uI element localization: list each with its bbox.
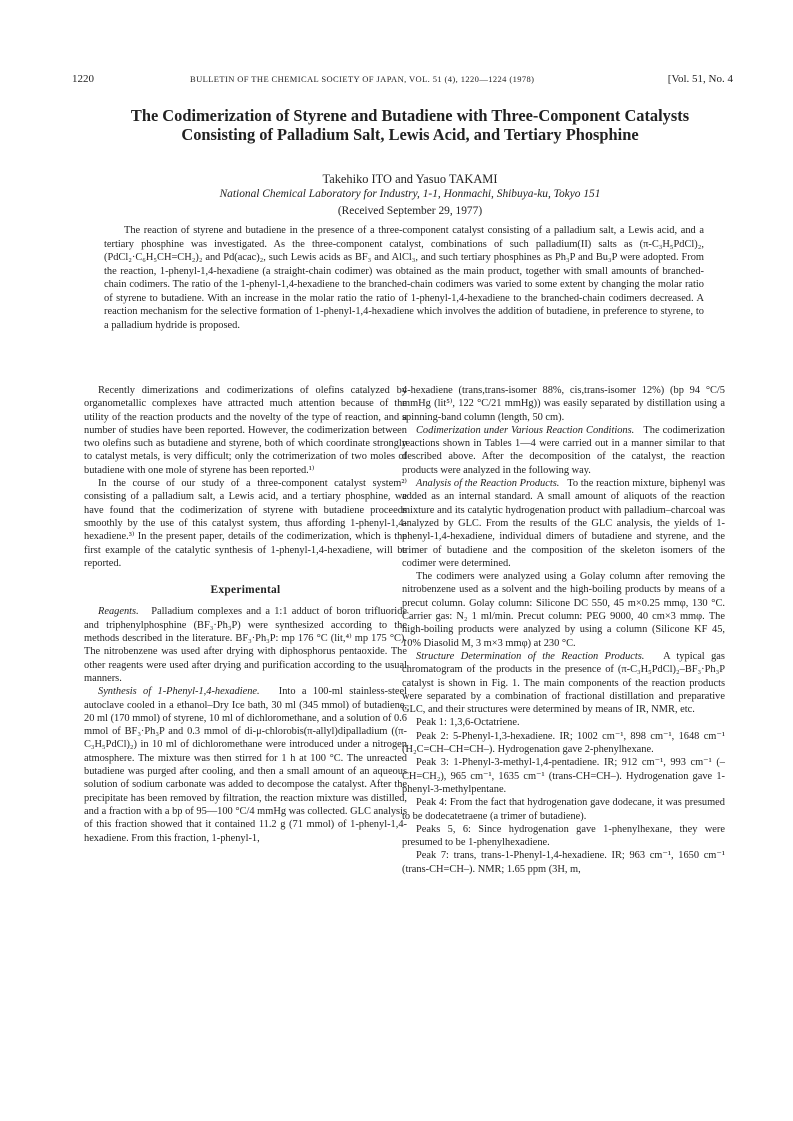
intro-paragraph-2: In the course of our study of a three-component catalyst system²⁾ consisting of a palladium salt, a Lewis acid, and a tertiary phosphine, we have found that the codimerization of styrene with butadiene proceeds smoothly by the use of this catalyst system, thus affording 1-phenyl-1,4-hexadiene.³⁾ In the present paper, details of the codimerization, which is the first example of the catalytic synthesis of 1-phenyl-1,4-hexadiene, will be reported. (84, 478, 407, 569)
peak-2: Peak 2: 5-Phenyl-1,3-hexadiene. IR; 1002 cm⁻¹, 898 cm⁻¹, 1648 cm⁻¹ (H₂C=CH–CH=CH–). Hydrogenation gave 2-phenylhexane. (402, 730, 725, 756)
golay-paragraph: The codimers were analyzed using a Golay column after removing the nitrobenzene used as a solvent and the high-boiling products by means of a precut column. Golay column: Silicone DC 550, 45 m×0.25 mmφ, 130 °C. Carrier gas: N₂ 1 ml/min. Precut column: PEG 9000, 40 cm×3 mmφ. The high-boiling products were analyzed by using a column (Silicone KF 45, 10% Diasolid M, 3 m×3 mmφ) at 230 °C. (402, 571, 725, 649)
page-number: 1220 (72, 73, 94, 85)
analysis-label: Analysis of the Reaction Products. (416, 478, 560, 490)
journal-citation: BULLETIN OF THE CHEMICAL SOCIETY OF JAPAN, VOL. 51 (4), 1220—1224 (1978) (190, 74, 535, 84)
right-column (402, 384, 725, 876)
conditions-paragraph (402, 424, 725, 477)
section-heading-experimental: Experimental (210, 584, 281, 597)
intro-paragraph-1: Recently dimerizations and codimerizations of olefins catalyzed by organometallic complexes have attracted much attention because of the utility of the reaction products and the novelty of the type of reaction, and a number of studies have been reported. However, the codimerization between two olefins such as butadiene and styrene, both of which coordinate strongly to catalyst metals, is very difficult; only the cotrimerization of two moles of butadiene with one mole of styrene has been reported.¹⁾ (84, 385, 407, 476)
authors: Takehiko ITO and Yasuo TAKAMI (322, 172, 498, 186)
left-column (84, 384, 407, 845)
reagents-text: Palladium complexes and a 1:1 adduct of boron trifluoride and triphenylphosphine (BF₃·Ph₃P) were synthesized according to the methods described in the literature. BF₃·Ph₃P: mp 176 °C (lit,⁴⁾ mp 175 °C). The nitrobenzene was used after drying with diphosphorus pentaoxide. The other reagents were used after drying and purification according to the usual manners. (84, 606, 408, 684)
article-title: The Codimerization of Styrene and Butadiene with Three-Component Catalysts Consisting of Palladium Salt, Lewis Acid, and Tertiary Phosphine (130, 106, 690, 144)
structure-text: A typical gas chromatogram of the products in the presence of (π-C₃H₅PdCl)₂–BF₃·Ph₃P catalyst is shown in Fig. 1. The main components of the reaction products were separated by a combination of fractional distillation and preparative GLC, and their structures were determined by means of IR, NMR, etc. (402, 650, 725, 716)
synthesis-text: Into a 100-ml stainless-steel autoclave cooled in a ethanol–Dry Ice bath, 30 ml (345 mmol) of butadiene, 20 ml (170 mmol) of styrene, 10 ml of dichloromethane, and a solution of 0.6 mmol of BF₃·Ph₃P and 0.3 mmol of di-μ-chlorobis(π-allyl)dipalladium ((π-C₃H₅PdCl)₂) in 10 ml of dichloromethane were introduced under a nitrogen atmosphere. The mixture was then stirred for 1 h at 100 °C. The unreacted butadiene was purged after cooling, and then a small amount of an aqueous solution of sodium carbonate was added to decompose the catalyst. After the precipitate has been removed by filtration, the reaction mixture was distilled, and a fraction with a bp of 95—100 °C/4 mmHg was collected. GLC analysis of this fraction showed that it contained 11.2 g (71 mmol) of 1-phenyl-1,4-hexadiene. From this fraction, 1-phenyl-1, (84, 686, 407, 844)
reagents-paragraph (84, 605, 407, 685)
peak-1: Peak 1: 1,3,6-Octatriene. (416, 717, 520, 729)
running-header (72, 73, 733, 89)
synthesis-paragraph (84, 685, 407, 845)
affiliation: National Chemical Laboratory for Industry, 1-1, Honmachi, Shibuya-ku, Tokyo 151 (219, 188, 601, 200)
received-date: (Received September 29, 1977) (337, 205, 483, 217)
analysis-text: To the reaction mixture, biphenyl was added as an internal standard. A small amount of aliquots of the reaction mixture and its catalytic hydrogenation product with palladium–charcoal was analyzed by GLC. From the results of the GLC analysis, the yields of 1-phenyl-1,4-hexadiene, individual dimers of butadiene and styrene, and the trimer of butadiene and the composition of the skeleton isomers of the codimer were determined. (402, 478, 725, 569)
conditions-text: The codimerization reactions shown in Tables 1—4 were carried out in a manner similar to that described above. After the decomposition of the catalyst, the reaction products were analyzed in the following way. (402, 424, 725, 476)
peak-7: Peak 7: trans, trans-1-Phenyl-1,4-hexadiene. IR; 963 cm⁻¹, 1650 cm⁻¹ (trans-CH=CH–). NMR; 1.65 ppm (3H, m, (402, 850, 725, 875)
peaks-5-6: Peaks 5, 6: Since hydrogenation gave 1-phenylhexane, they were presumed to be 1-phenylhexadiene. (402, 823, 725, 849)
volume-label: [Vol. 51, No. 4 (667, 73, 733, 85)
synthesis-label: Synthesis of 1-Phenyl-1,4-hexadiene. (98, 686, 260, 698)
structure-paragraph (402, 650, 725, 716)
reagents-label: Reagents. (98, 606, 139, 618)
analysis-paragraph (402, 477, 725, 570)
conditions-label: Codimerization under Various Reaction Conditions. (416, 424, 635, 436)
peak-3: Peak 3: 1-Phenyl-3-methyl-1,4-pentadiene. IR; 912 cm⁻¹, 993 cm⁻¹ (–CH=CH₂), 965 cm⁻¹, 1635 cm⁻¹ (trans-CH=CH–). Hydrogenation gave 1-phenyl-3-methylpentane. (402, 757, 725, 795)
peak-4: Peak 4: From the fact that hydrogenation gave dodecane, it was presumed to be dodecatetraene (a trimer of butadiene). (402, 797, 725, 822)
structure-label: Structure Determination of the Reaction Products. (416, 650, 645, 662)
abstract: The reaction of styrene and butadiene in the presence of a three-component catalyst consisting of a palladium salt, a Lewis acid, and a tertiary phosphine was investigated. As the three-component catalyst, combinations of such palladium(II) salts as (π-C₃H₅PdCl)₂, (PdCl₂·C₆H₅CH=CH₂)₂ and Pd(acac)₂, such Lewis acids as BF₃ and AlCl₃, and such tertiary phosphines as Ph₃P and Bu₃P were adopted. From the reaction, 1-phenyl-1,4-hexadiene (a straight-chain codimer) was obtained as the main product, together with small amounts of branched-chain codimers. The ratio of the 1-phenyl-1,4-hexadiene to the branched-chain codimers was varied to some extent by changing the molar ratio of styrene to butadiene. With an increase in the molar ratio the ratio of 1-phenyl-1,4-hexadiene to the branched-chain codimers decreased. A reaction mechanism for the selective formation of 1-phenyl-1,4-hexadiene which involves the addition of butadiene, in preference to styrene, to a palladium hydride is proposed. (104, 225, 704, 331)
synthesis-continued: 4-hexadiene (trans,trans-isomer 88%, cis,trans-isomer 12%) (bp 94 °C/5 mmHg (lit⁵⁾, 122 °C/21 mmHg)) was easily separated by distillation using a spinning-band column (length, 50 cm). (402, 385, 725, 423)
